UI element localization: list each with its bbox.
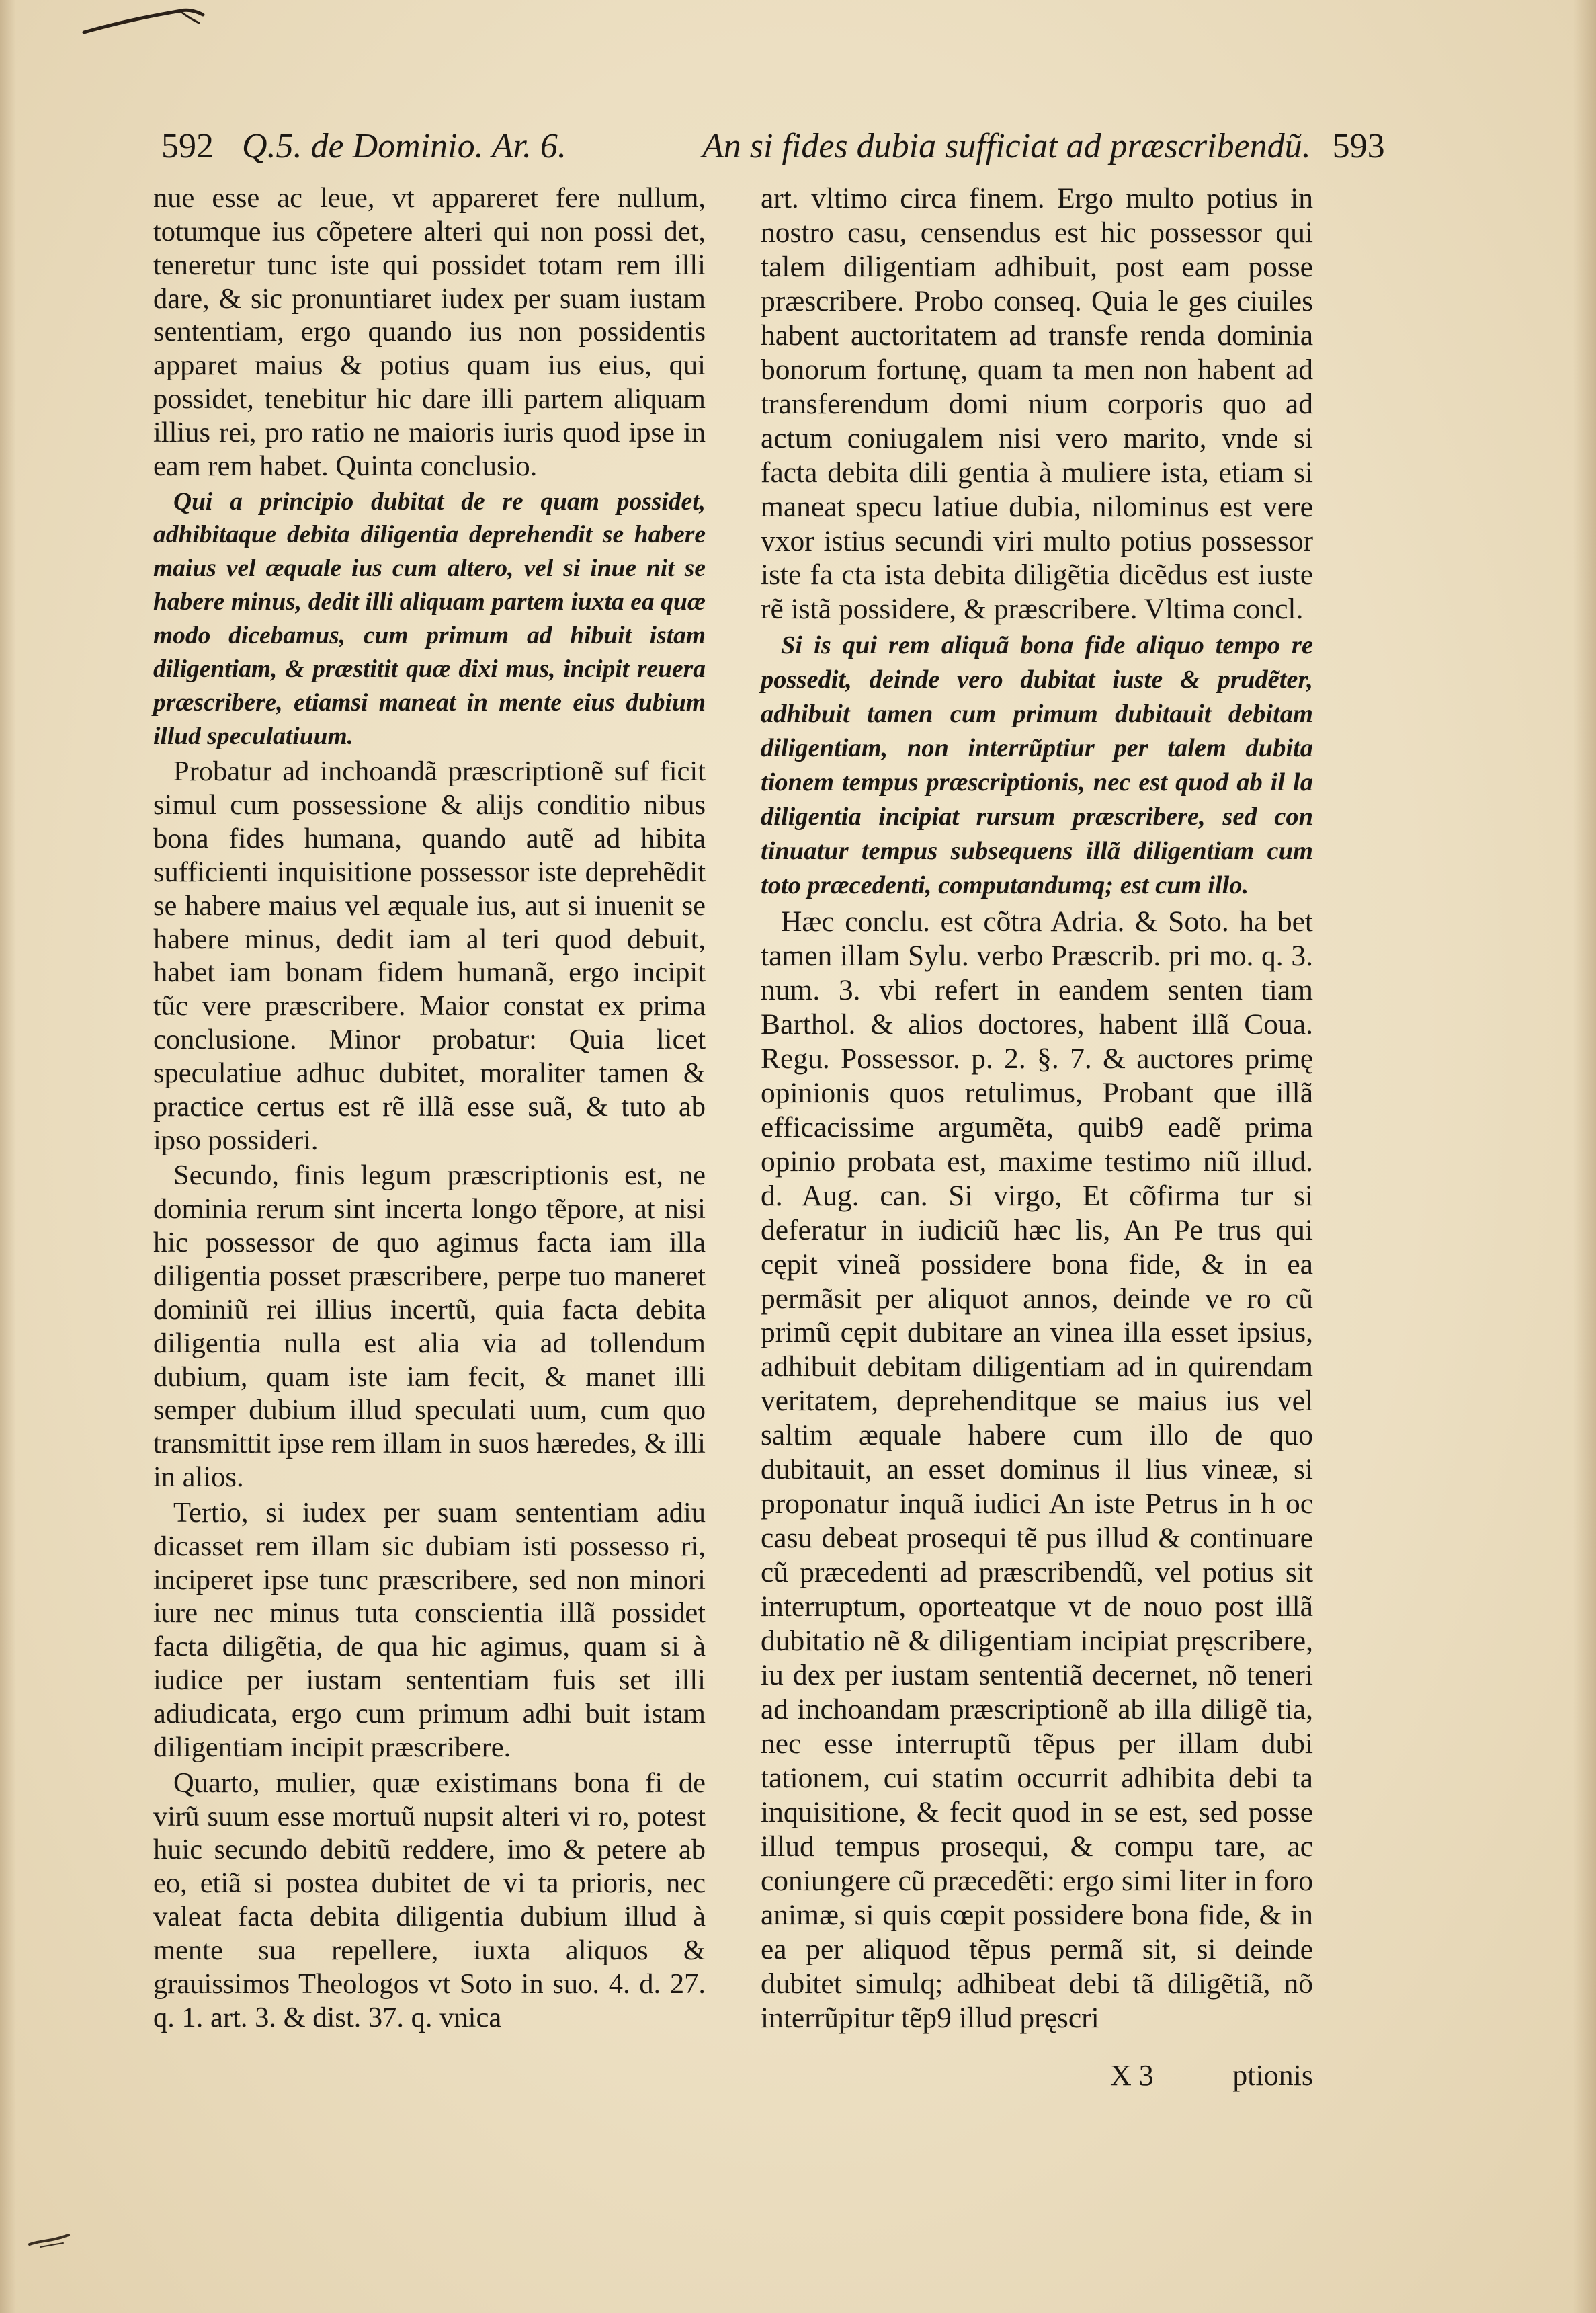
text-column-left	[153, 181, 706, 2034]
conclusion-italic: Qui a principio dubitat de re quam possidet, adhibitaque debita diligentia deprehendit se habere maius vel æquale ius cum altero, vel si inue nit se habere minus, dedit illi aliquam partem iuxta ea quæ modo dicebamus, cum primum ad hibuit istam diligentiam, & præstitit quæ dixi mus, incipit reuera præscribere, etiamsi maneat in mente eius dubium illud speculatiuum.	[153, 487, 706, 750]
page-edge-shadow-right	[1573, 0, 1596, 2313]
paragraph: Tertio, si iudex per suam sententiam adiu dicasset rem illam sic dubiam isti possesso ri, inciperet ipse tunc præscribere, sed non minori iure nec minus tuta conscientia illã possidet facta diligẽtia, de qua hic agimus, quam si à iudice per iustam sententiam fuis set illi adiudicata, ergo cum primum adhi buit istam diligentiam incipit præscribere.	[153, 1496, 706, 1763]
running-head-left-title: Q.5. de Dominio. Ar. 6.	[242, 127, 566, 165]
ink-stroke-mark	[81, 5, 208, 39]
page-edge-shadow-left	[0, 0, 16, 2313]
ink-smudge-mark	[27, 2228, 74, 2255]
signature-mark: X 3	[1110, 2059, 1154, 2092]
paragraph: Probatur ad inchoandã præscriptionẽ suf ficit simul cum possessione & alijs conditio nibus bona fides humana, quando autẽ ad hibita sufficienti inquisitione possessor iste deprehẽdit se habere maius vel æquale ius, aut si inuenit se habere minus, dedit iam al teri quod debuit, habet iam bonam fidem humanã, ergo incipit tũc vere præscribere. Maior constat ex prima conclusione. Minor probatur: Quia licet speculatiue adhuc dubitet, moraliter tamen & practice certus est rẽ illã esse suã, & tuto ab ipso possideri.	[153, 756, 706, 1156]
paragraph: Hæc conclu. est cõtra Adria. & Soto. ha bet tamen illam Sylu. verbo Præscrib. pri mo. q. 3. num. 3. vbi refert in eandem senten tiam Barthol. & alios doctores, habent illã Coua. Regu. Possessor. p. 2. §. 7. & auctores primę opinionis quos retulimus, Probant que illã efficacissime argumẽta, quib9 eadẽ prima opinio probata est, maxime testimo niũ illud. d. Aug. can. Si virgo, Et cõfirma tur si deferatur in iudiciũ hæc lis, An Pe trus qui cępit vineã possidere bona fide, & in ea permãsit per aliquot annos, deinde ve ro cũ primũ cępit dubitare an vinea illa esset ipsius, adhibuit debitam diligentiam ad in quirendam veritatem, deprehenditque se maius ius vel saltim æquale habere cum illo de quo dubitauit, an esset dominus il lius vineæ, si proponatur inquã iudici An iste Petrus in h oc casu debeat prosequi tẽ pus illud & continuare cũ præcedenti ad præscribendũ, vel potius sit interruptum, oporteatque vt de nouo post illã dubitatio nẽ & diligentiam incipiat pręscribere, iu dex per iustam sententiã decernet, nõ teneri ad inchoandam præscriptionẽ ab illa diligẽ tia, nec esse interruptũ tẽpus per illam dubi tationem, cui statim occurrit adhibita debi ta inquisitione, & fecit quod in se est, sed posse illud tempus prosequi, & compu tare, ac coniungere cũ præcedẽti: ergo simi liter in foro animæ, si quis cœpit possidere bona fide, & in ea per aliquod tẽpus permã sit, si deinde dubitet simulq; adhibeat debi tã diligẽtiã, nõ interrũpitur tẽp9 illud pręscri	[761, 905, 1313, 2034]
paragraph: Secundo, finis legum præscriptionis est, ne dominia rerum sint incerta longo tẽpore, at nisi hic possessor de quo agimus facta iam illa diligentia posset præscribere, perpe tuo maneret dominiũ rei illius incertũ, quia facta debita diligentia nulla est alia via ad tollendum dubium, quam iste iam fecit, & manet illi semper dubium illud speculati uum, cum quo transmittit ipse rem illam in suos hæredes, & illi in alios.	[153, 1160, 706, 1494]
catchword: ptionis	[1232, 2059, 1313, 2092]
running-head-right	[702, 120, 1385, 173]
page-footer	[761, 2058, 1313, 2093]
paragraph: nue esse ac leue, vt appareret fere nullum, totumque ius cõpetere alteri qui non possi det, teneretur tunc iste qui possidet totam rem illi dare, & sic pronuntiaret iudex per suam iustam sententiam, ergo quando ius non possidentis apparet maius & potius quam ius eius, qui possidet, tenebitur hic dare illi partem aliquam illius rei, pro ratio ne maioris iuris quod ipse in eam rem habet. Quinta conclusio.	[153, 182, 706, 482]
paragraph: Quarto, mulier, quæ existimans bona fi de virũ suum esse mortuũ nupsit alteri vi ro, potest huic secundo debitũ reddere, imo & petere ab eo, etiã si postea dubitet de vi ta prioris, nec valeat facta debita diligentia dubium illud à mente sua repellere, iuxta aliquos & grauissimos Theologos vt Soto in suo. 4. d. 27. q. 1. art. 3. & dist. 37. q. vnica	[153, 1767, 706, 2033]
running-head-right-title: An si fides dubia sufficiat ad præscribendũ.	[702, 127, 1311, 165]
text-column-right	[761, 181, 1313, 2035]
page-number-right: 593	[1332, 127, 1385, 165]
conclusion-italic: Si is qui rem aliquã bona fide aliquo tempo re possedit, deinde vero dubitat iuste & prudẽter, adhibuit tamen cum primum dubitauit debitam diligentiam, non interrũptiur per talem dubita tionem tempus præscriptionis, nec est quod ab il la diligentia incipiat rursum præscribere, sed con tinuatur tempus subsequens illã diligentiam cum toto præcedenti, computandumq; est cum illo.	[761, 631, 1313, 900]
paragraph: art. vltimo circa finem. Ergo multo potius in nostro casu, censendus est hic possessor qui talem diligentiam adhibuit, post eam posse præscribere. Probo conseq. Quia le ges ciuiles habent auctoritatem ad transfe renda dominia bonorum fortunę, quam ta men non habent ad transferendum domi nium corporis quo ad actum coniugalem nisi vero marito, vnde si facta debita dili gentia à muliere ista, etiam si maneat specu latiue dubia, nilominus est vere vxor istius secundi viri multo potius possessor iste fa cta ista debita diligẽtia dicẽdus est iuste rẽ istã possidere, & præscribere. Vltima concl.	[761, 182, 1313, 626]
page-number-left: 592	[161, 127, 214, 165]
running-head-left	[161, 120, 566, 173]
